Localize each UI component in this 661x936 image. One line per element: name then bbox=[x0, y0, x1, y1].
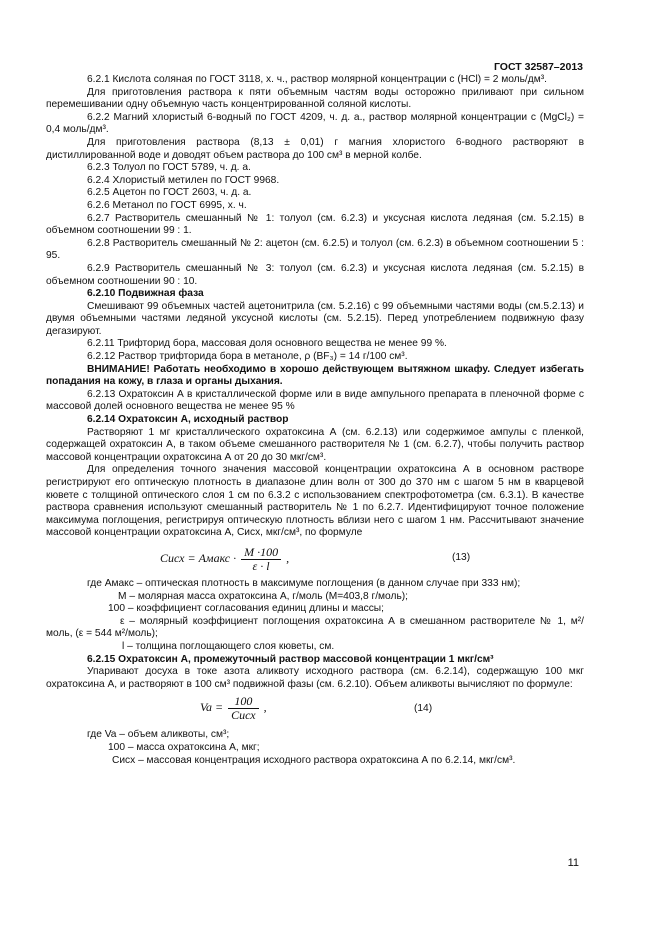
where-amax: где Aмакс – оптическая плотность в максимуме поглощения (в данном случае при 333 нм); bbox=[87, 577, 521, 589]
where-va: где Va – объем аликвоты, см³; bbox=[87, 729, 230, 741]
formula-14-numerator: 100 bbox=[228, 695, 259, 709]
document-body bbox=[46, 74, 584, 767]
where-l: l – толщина поглощающего слоя кюветы, см. bbox=[122, 640, 335, 652]
warning-text: ВНИМАНИЕ! Работать необходимо в хорошо действующем вытяжном шкафу. Следует избегать попадания на кожу, в глаза и органы дыхания. bbox=[46, 363, 584, 388]
heading-6-2-14: 6.2.14 Охратоксин А, исходный раствор bbox=[87, 414, 289, 426]
para-stock-solution: Растворяют 1 мг кристаллического охратоксина А (см. 6.2.13) или содержимое ампулы с пленкой, содержащей охратоксин А, в таком объеме смешанного растворителя № 1 (см. 6.2.7), чтобы получить раствор массовой концентрации охратоксина А от 20 до 30 мкг/см³. bbox=[46, 426, 584, 463]
para-mobile-phase: Смешивают 99 объемных частей ацетонитрила (см. 5.2.16) с 99 объемными частями воды (см.5.2.13) и двумя объемными частями ледяной уксусной кислоты (см. 5.2.15). Перед употреблением подвижную фазу дегазируют. bbox=[46, 300, 584, 337]
para-6-2-8: 6.2.8 Растворитель смешанный № 2: ацетон (см. 6.2.5) и толуол (см. 6.2.3) в объемном соотношении 5 : 95. bbox=[46, 237, 584, 262]
formula-14 bbox=[46, 691, 584, 729]
para-6-2-11: 6.2.11 Трифторид бора, массовая доля основного вещества не менее 99 %. bbox=[87, 338, 447, 350]
formula-13-number: (13) bbox=[452, 551, 471, 563]
page-number: 11 bbox=[567, 857, 579, 869]
formula-14-lhs: Va = bbox=[200, 700, 224, 715]
where-100: 100 – коэффициент согласования единиц длины и массы; bbox=[108, 603, 384, 615]
para-6-2-13: 6.2.13 Охратоксин А в кристаллической форме или в виде ампульного препарата в пленочной форме с массовой долей основного вещества не менее 95 % bbox=[46, 388, 584, 413]
para-6-2-12: 6.2.12 Раствор трифторида бора в метаноле, ρ (BF₃) = 14 г/100 см³. bbox=[87, 351, 408, 363]
para-intermediate-solution: Упаривают досуха в токе азота аликвоту исходного раствора (см. 6.2.14), содержащую 100 мкг охратоксина А, и растворяют в 100 см³ подвижной фазы (см. 6.2.10). Объем аликвоты вычисляют по формуле: bbox=[46, 666, 584, 690]
heading-6-2-10: 6.2.10 Подвижная фаза bbox=[87, 288, 204, 300]
document-header: ГОСТ 32587–2013 bbox=[493, 61, 583, 73]
where-epsilon: ε – молярный коэффициент поглощения охратоксина А в смешанном растворителе № 1, м²/моль, (ε = 544 м²/моль); bbox=[46, 615, 584, 640]
para-6-2-4: 6.2.4 Хлористый метилен по ГОСТ 9968. bbox=[87, 174, 280, 186]
formula-13-fraction bbox=[241, 546, 281, 572]
formula-14-number: (14) bbox=[414, 703, 433, 715]
para-6-2-6: 6.2.6 Метанол по ГОСТ 6995, х. ч. bbox=[87, 199, 247, 211]
para-6-2-5: 6.2.5 Ацетон по ГОСТ 2603, ч. д. а. bbox=[87, 187, 252, 199]
para-mgcl2-prep: Для приготовления раствора (8,13 ± 0,01) г магния хлористого 6-водного растворяют в дистиллированной воде и доводят объем раствора до 100 см³ в мерной колбе. bbox=[46, 136, 584, 161]
para-6-2-2: 6.2.2 Магний хлористый 6-водный по ГОСТ 4209, ч. д. а., раствор молярной концентрации c (MgCl₂) = 0,4 моль/дм³. bbox=[46, 111, 584, 136]
formula-13-numerator: M ·100 bbox=[241, 546, 281, 560]
para-6-2-1: 6.2.1 Кислота соляная по ГОСТ 3118, х. ч., раствор молярной концентрации c (HCl) = 2 моль/дм³. bbox=[87, 74, 547, 85]
where-m: M – молярная масса охратоксина А, г/моль (M=403,8 г/моль); bbox=[118, 590, 408, 602]
formula-14-tail: , bbox=[263, 700, 267, 715]
para-6-2-3: 6.2.3 Толуол по ГОСТ 5789, ч. д. а. bbox=[87, 162, 251, 174]
formula-14-fraction bbox=[228, 695, 259, 721]
para-6-2-7: 6.2.7 Растворитель смешанный № 1: толуол (см. 6.2.3) и уксусная кислота ледяная (см. 5.2.15) в объемном соотношении 99 : 1. bbox=[46, 212, 584, 237]
formula-13-tail: , bbox=[286, 550, 290, 565]
heading-6-2-15: 6.2.15 Охратоксин А, промежуточный раствор массовой концентрации 1 мкг/см³ bbox=[87, 653, 494, 665]
para-hcl-prep: Для приготовления раствора к пяти объемным частям воды осторожно приливают при сильном перемешивании одну объемную часть концентрированной соляной кислоты. bbox=[46, 86, 584, 111]
where-cisx: Cисх – массовая концентрация исходного раствора охратоксина А по 6.2.14, мкг/см³. bbox=[112, 754, 516, 766]
formula-14-denominator: Cисх bbox=[231, 707, 256, 722]
formula-13 bbox=[46, 540, 584, 578]
formula-13-denominator: ε · l bbox=[252, 558, 270, 573]
para-6-2-9: 6.2.9 Растворитель смешанный № 3: толуол (см. 6.2.3) и уксусная кислота ледяная (см. 5.2.15) в объемном соотношении 90 : 10. bbox=[46, 262, 584, 287]
para-concentration-determination: Для определения точного значения массовой концентрации охратоксина А в основном растворе регистрируют его оптическую плотность в диапазоне длин волн от 300 до 370 нм с шагом 5 нм в кварцевой кювете с толщиной оптического слоя 1 см по 6.3.2 с использованием спектрофотометра (см. 6.3.1). В качестве раствора сравнения используют смешанный растворитель № 1 по 6.2.7. Идентифицируют точное положение максимума поглощения, регистрируя оптическую плотность вблизи него с шагом 1 нм. Рассчитывают значение массовой концентрации охратоксина А, Cисх, мкг/см³, по формуле bbox=[46, 464, 584, 539]
where-100-mass: 100 – масса охратоксина А, мкг; bbox=[108, 741, 260, 753]
formula-13-lhs: Cисх = Aмакс · bbox=[160, 550, 237, 565]
